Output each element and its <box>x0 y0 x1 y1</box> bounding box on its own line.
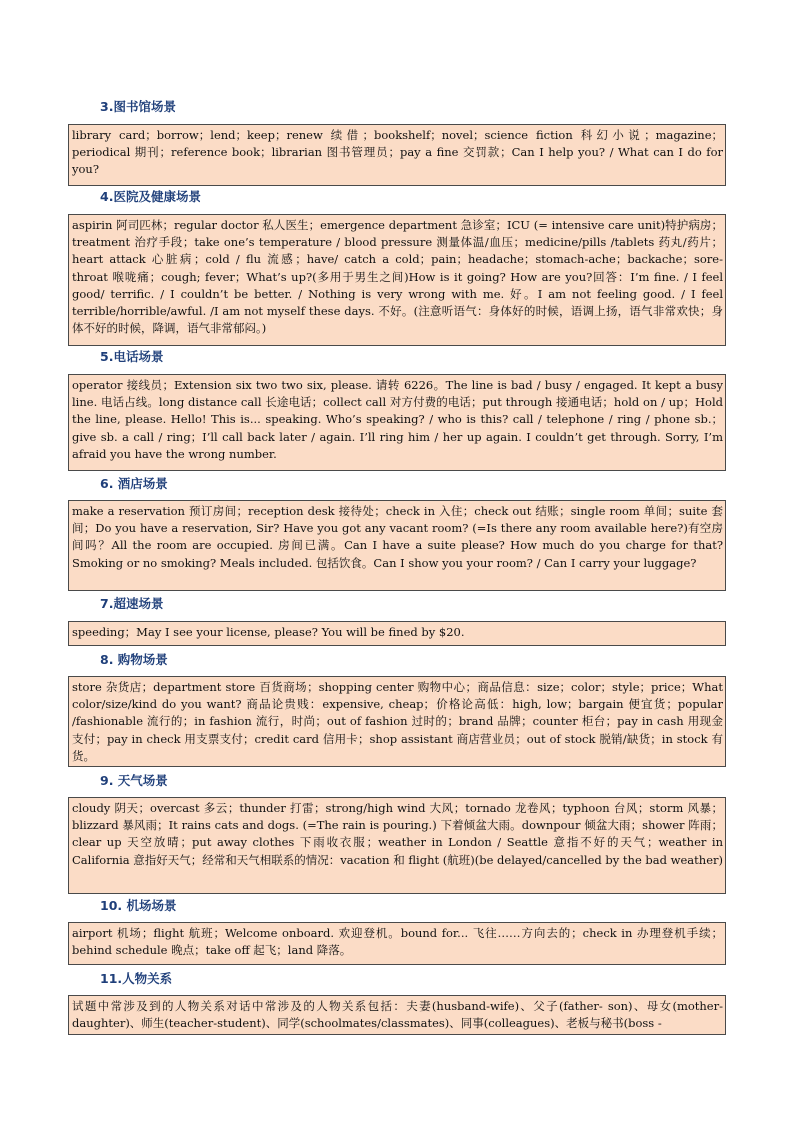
section-heading-shopping: 8. 购物场景 <box>100 652 168 667</box>
section-heading-hotel: 6. 酒店场景 <box>100 476 168 491</box>
section-box-hospital: aspirin 阿司匹林；regular doctor 私人医生；emergence department 急诊室；ICU (= intensive care unit)特护病房；treatment 治疗手段；take one’s temperature / blood pressure 测量体温/血压；medicine/pills /tablets 药丸/药片；heart attack 心脏病；cold / flu 流感；have/ catch a cold；pain；headache；stomach-ache；backache；sore-throat 喉咙痛；cough; fever；What’s up?(多用于男生之间)How is it going? How are you?回答：I’m fine. / I feel good/ terrific. / I couldn’t be better. / Nothing is very wrong with me. 好。I am not feeling good. / I feel terrible/horrible/awful. /I am not myself these days. 不好。(注意听语气：身体好的时候，语调上扬，语气非常欢快；身体不好的时候，降调，语气非常郁闷。) <box>68 214 726 346</box>
section-heading-weather: 9. 天气场景 <box>100 773 168 788</box>
section-heading-relationships: 11.人物关系 <box>100 971 173 986</box>
section-heading-hospital: 4.医院及健康场景 <box>100 189 201 204</box>
section-heading-airport: 10. 机场场景 <box>100 898 177 913</box>
section-box-shopping: store 杂货店；department store 百货商场；shopping center 购物中心；商品信息：size；color；style；price；What color/size/kind do you want? 商品论贵贱：expensive, cheap；价格论高低：high, low；bargain 便宜货；popular /fashionable 流行的；in fashion 流行，时尚；out of fashion 过时的；brand 品牌；counter 柜台；pay in cash 用现金支付；pay in check 用支票支付；credit card 信用卡；shop assistant 商店营业员；out of stock 脱销/缺货；in stock 有货。 <box>68 676 726 767</box>
section-box-hotel: make a reservation 预订房间；reception desk 接待处；check in 入住；check out 结账；single room 单间；suite 套间；Do you have a reservation, Sir? Have you got any vacant room? (=Is there any room available here?)有空房间吗？All the room are occupied. 房间已满。Can I have a suite please? How much do you charge for that? Smoking or no smoking? Meals included. 包括饮食。Can I show you your room? / Can I carry your luggage? <box>68 500 726 591</box>
section-box-weather: cloudy 阴天；overcast 多云；thunder 打雷；strong/high wind 大风；tornado 龙卷风；typhoon 台风；storm 风暴；blizzard 暴风雨；It rains cats and dogs. (=The rain is pouring.) 下着倾盆大雨。downpour 倾盆大雨；shower 阵雨；clear up 天空放晴；put away clothes 下雨收衣服；weather in London / Seattle 意指不好的天气；weather in California 意指好天气；经常和天气相联系的情况：vacation 和 flight (航班)(be delayed/cancelled by the bad weather) <box>68 797 726 894</box>
section-box-telephone: operator 接线员；Extension six two two six, please. 请转 6226。The line is bad / busy / engaged. It kept a busy line. 电话占线。long distance call 长途电话；collect call 对方付费的电话；put through 接通电话；hold on / up；Hold the line, please. Hello! This is... speaking. Who’s speaking? / who is this? call / telephone / ring / phone sb.；give sb. a call / ring；I’ll call back later / again. I’ll ring him / her up again. I couldn’t get through. Sorry, I’m afraid you have the wrong number. <box>68 374 726 471</box>
section-heading-library: 3.图书馆场景 <box>100 99 176 114</box>
section-box-airport: airport 机场；flight 航班；Welcome onboard. 欢迎登机。bound for... 飞往……方向去的；check in 办理登机手续；behind schedule 晚点；take off 起飞；land 降落。 <box>68 922 726 965</box>
section-heading-telephone: 5.电话场景 <box>100 349 164 364</box>
section-box-library: library card；borrow；lend；keep；renew 续借；bookshelf；novel；science fiction 科幻小说；magazine；periodical 期刊；reference book；librarian 图书管理员；pay a fine 交罚款；Can I help you? / What can I do for you? <box>68 124 726 186</box>
section-box-speeding: speeding；May I see your license, please? You will be fined by $20. <box>68 621 726 646</box>
section-heading-speeding: 7.超速场景 <box>100 596 164 611</box>
section-box-relationships: 试题中常涉及到的人物关系对话中常涉及的人物关系包括：夫妻(husband-wife)、父子(father- son)、母女(mother-daughter)、师生(teacher-student)、同学(schoolmates/classmates)、同事(colleagues)、老板与秘书(boss - <box>68 995 726 1035</box>
